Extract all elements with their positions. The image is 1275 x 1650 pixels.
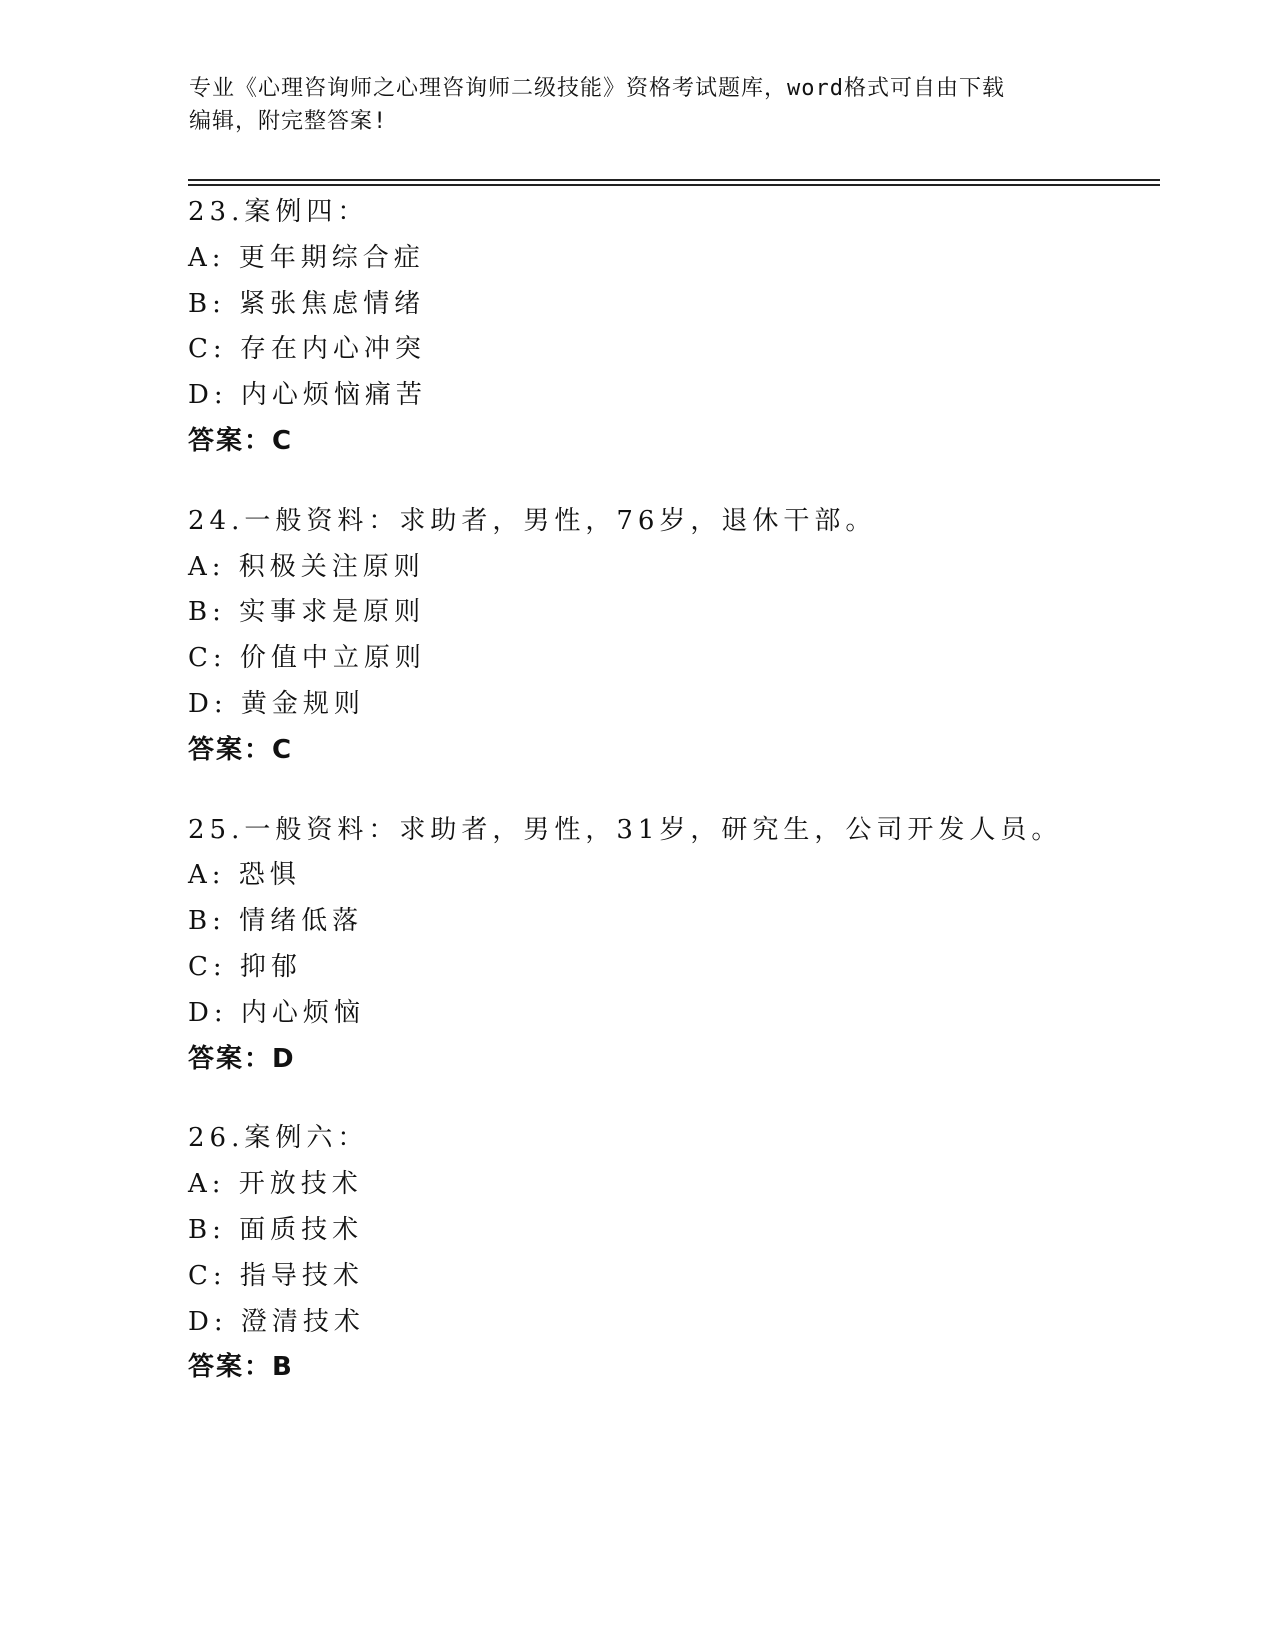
header-title-line-1: 专业《心理咨询师之心理咨询师二级技能》资格考试题库，word格式可自由下载 (189, 76, 1005, 101)
question-25 (188, 808, 1148, 1083)
header-divider-top (188, 179, 1160, 181)
question-list (188, 190, 1148, 1425)
option-a: A: 更年期综合症 (188, 242, 425, 273)
answer: 答案：C (188, 425, 294, 456)
question-23 (188, 190, 1148, 465)
option-c: C: 抑郁 (188, 951, 302, 982)
answer: 答案：C (188, 734, 294, 765)
option-d: D: 澄清技术 (188, 1306, 365, 1337)
option-a: A: 开放技术 (188, 1169, 363, 1200)
question-stem: 23.案例四： (188, 197, 369, 227)
option-c: C: 指导技术 (188, 1260, 364, 1291)
option-c: C: 存在内心冲突 (188, 334, 426, 365)
answer: 答案：D (188, 1043, 296, 1074)
option-b: B: 面质技术 (188, 1214, 364, 1245)
option-b: B: 情绪低落 (188, 906, 364, 937)
option-b: B: 紧张焦虑情绪 (188, 288, 426, 319)
question-stem: 26.案例六： (188, 1123, 369, 1154)
header-title-line-2: 编辑，附完整答案! (189, 109, 388, 134)
option-c: C: 价值中立原则 (188, 643, 426, 674)
question-stem: 24.一般资料：求助者，男性，76岁，退休干部。 (188, 505, 877, 536)
option-a: A: 积极关注原则 (188, 551, 425, 582)
question-26 (188, 1116, 1148, 1391)
question-stem: 25.一般资料：求助者，男性，31岁，研究生，公司开发人员。 (188, 814, 1063, 845)
option-d: D: 内心烦恼 (188, 997, 365, 1028)
option-d: D: 黄金规则 (188, 688, 365, 719)
header-divider-bottom (188, 184, 1160, 186)
question-24 (188, 499, 1148, 774)
answer: 答案：B (188, 1352, 294, 1383)
option-a: A: 恐惧 (188, 860, 301, 891)
option-b: B: 实事求是原则 (188, 597, 426, 628)
document-header (189, 72, 1089, 138)
option-d: D: 内心烦恼痛苦 (188, 380, 427, 411)
